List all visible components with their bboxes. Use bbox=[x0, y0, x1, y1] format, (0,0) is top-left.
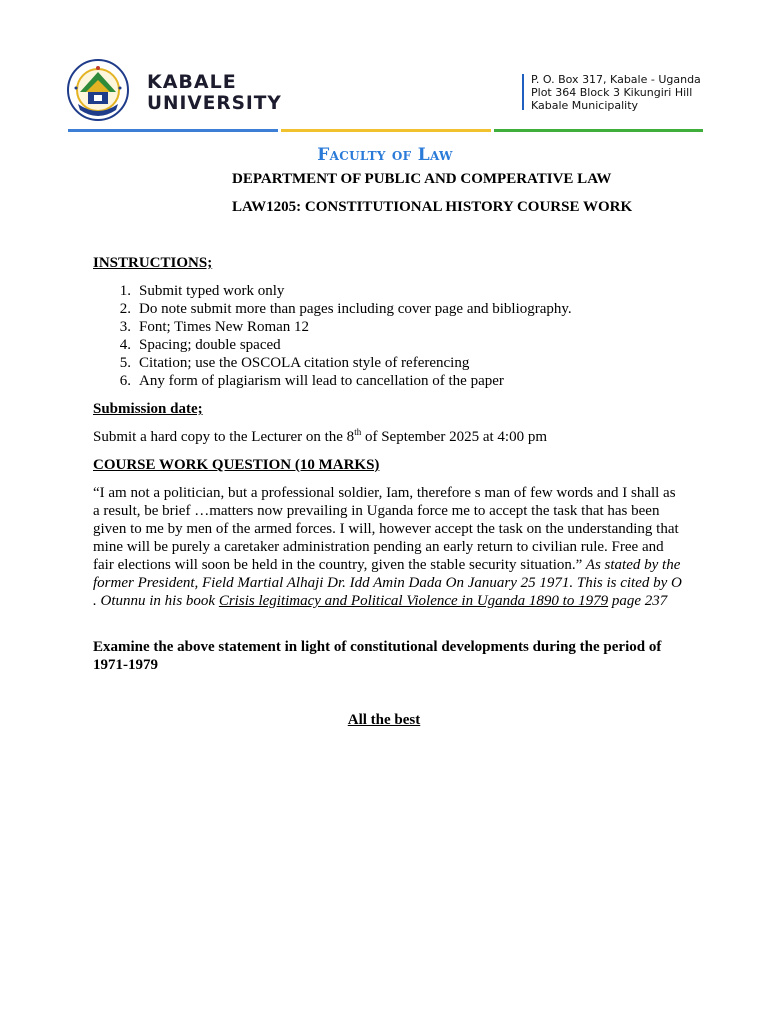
submission-text-end: of September 2025 at 4:00 pm bbox=[361, 429, 548, 445]
quote-text: “I am not a politician, but a professional soldier, Iam, therefore s man of few words and I shall as a result, be brief …matters now prevailing in Uganda force me to accept the task that has been given to me by men of the armed forces. I will, however accept the task on the understanding that mine will be purely a caretaker administration pending an early return to civilian rule. Free and fair elections will soon be held in the country, given the stable security situation.” bbox=[93, 485, 679, 573]
instruction-item bbox=[93, 372, 572, 390]
header-rule-green bbox=[494, 129, 703, 132]
instruction-text: Do note submit more than pages including cover page and bibliography. bbox=[139, 301, 572, 317]
page-reference: page 237 bbox=[608, 593, 668, 609]
instruction-text: Spacing; double spaced bbox=[139, 337, 281, 353]
course-title: LAW1205: CONSTITUTIONAL HISTORY COURSE WORK bbox=[232, 199, 633, 215]
university-name-line2: UNIVERSITY bbox=[147, 93, 282, 114]
instruction-number: 3. bbox=[119, 319, 131, 335]
department-title: DEPARTMENT OF PUBLIC AND COMPERATIVE LAW bbox=[232, 171, 612, 187]
instruction-number: 5. bbox=[119, 355, 131, 371]
book-title: Crisis legitimacy and Political Violence in Uganda 1890 to 1979 bbox=[218, 593, 609, 609]
instructions-heading: INSTRUCTIONS; bbox=[93, 255, 213, 271]
address-line: Plot 364 Block 3 Kikungiri Hill bbox=[531, 86, 693, 99]
instruction-number: 1. bbox=[119, 283, 131, 299]
examine-instruction: Examine the above statement in light of constitutional developments during the period of 1971-1979 bbox=[93, 639, 662, 673]
instruction-number: 4. bbox=[119, 337, 131, 353]
question-quote bbox=[93, 484, 683, 610]
faculty-title bbox=[0, 145, 768, 165]
instruction-item bbox=[93, 318, 572, 336]
instruction-number: 2. bbox=[119, 301, 131, 317]
instruction-number: 6. bbox=[119, 373, 131, 389]
kabale-university-seal bbox=[66, 58, 130, 122]
date-superscript: th bbox=[354, 427, 362, 437]
university-name bbox=[147, 71, 282, 115]
submission-heading: Submission date; bbox=[93, 401, 203, 417]
address-line: P. O. Box 317, Kabale - Uganda bbox=[531, 73, 701, 86]
header-rule-yellow bbox=[281, 129, 491, 132]
closing-text: All the best bbox=[347, 712, 421, 728]
instruction-text: Font; Times New Roman 12 bbox=[139, 319, 310, 335]
instruction-item bbox=[93, 282, 572, 300]
instruction-item bbox=[93, 300, 572, 318]
university-name-line1: KABALE bbox=[147, 71, 237, 93]
address-line: Kabale Municipality bbox=[531, 99, 639, 112]
instruction-item bbox=[93, 336, 572, 354]
quote-attribution: As stated by the former President, Field Martial Alhaji Dr. Idd Amin Dada On January 25 1971. This is cited by O . Otunnu in his book bbox=[93, 557, 682, 609]
question-heading: COURSE WORK QUESTION (10 MARKS) bbox=[93, 457, 380, 473]
header-rule-blue bbox=[68, 129, 278, 132]
submission-text bbox=[93, 428, 683, 446]
instruction-text: Submit typed work only bbox=[139, 283, 285, 299]
address-divider bbox=[522, 74, 524, 110]
instructions-list bbox=[93, 282, 572, 390]
faculty-title-text: Faculty of Law bbox=[317, 145, 453, 165]
instruction-item bbox=[93, 354, 572, 372]
instruction-text: Any form of plagiarism will lead to cancellation of the paper bbox=[139, 373, 504, 389]
university-address bbox=[531, 73, 701, 112]
instruction-text: Citation; use the OSCOLA citation style of referencing bbox=[139, 355, 470, 371]
submission-text-start: Submit a hard copy to the Lecturer on the 8 bbox=[93, 429, 355, 445]
